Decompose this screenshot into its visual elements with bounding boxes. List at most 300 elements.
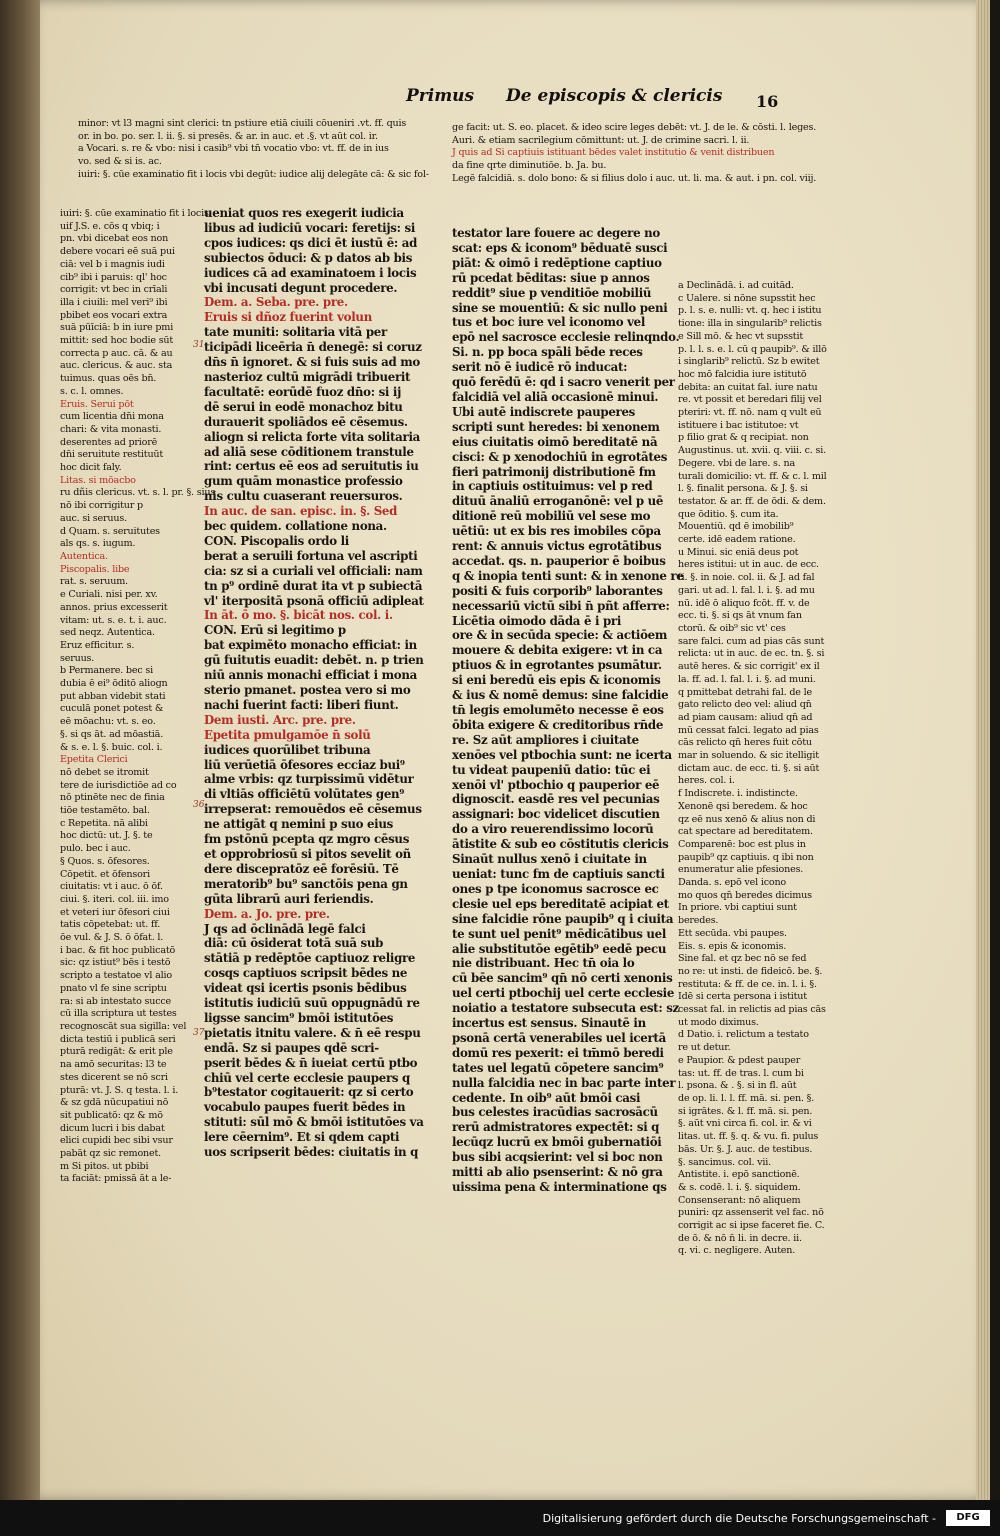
text-line: sic: qz istiut⁹ bēs i testō [60,957,171,969]
text-line: puniri: qz assenserit vel fac. nō [678,1207,824,1219]
text-line: CON. Erū si legitimo p [204,623,346,638]
text-line: uos scripserit bēdes: ciuitatis in q [204,1145,419,1160]
text-line: Ett secūda. vbi paupes. [678,927,787,939]
text-line: cessat fal. in relictis ad pias cās [678,1004,826,1016]
text-line: ciuitatis: vt i auc. ō ōf. [60,881,163,893]
text-line: nō ibi corrigitur p [60,500,143,512]
text-line: pulo. bec i auc. [60,843,131,855]
text-line: iudices cā ad examinatoem i locis [204,265,417,280]
text-line: or. in bo. po. ser. l. ii. §. si presēs. & ar. in auc. et .§. vt aūt col. ir. [78,130,378,142]
text-line: na amō securitas: l3 te [60,1059,167,1071]
text-line: q & inopia tenti sunt: & in xenone re [452,568,684,583]
text-line: si eni beredū eis epis & iconomis [452,673,661,688]
text-line: clesie uel eps bereditatē acipiat et [452,896,669,911]
text-line: dictam auc. de ecc. ti. §. si aūt [678,762,820,774]
text-line: Auri. & etiam sacrilegium cōmittunt: ut. J. de crimine sacri. l. ii. [452,134,750,146]
text-line: corrigit ac si ipse faceret fie. C. [678,1220,825,1232]
text-line: p. l. s. e. nulli: vt. q. hec i istitu [678,305,822,317]
text-line: tn p⁹ ordinē durat ita vt p subiectā [204,578,423,593]
text-line: relicta: ut in auc. de ec. tn. §. si [678,648,825,660]
text-line: videat qsi icertis psonis bēdibus [204,981,407,996]
text-line: falcidiā vel aliā occasionē minui. [452,389,659,404]
text-line: s. c. l. omnes. [60,385,124,397]
text-line: a Vocari. s. re & vbo: nisi i casib⁹ vbi tn̄ vocatio vbo: vt. ff. de in ius [78,143,389,155]
text-line: § Quos. s. ōfesores. [60,855,150,867]
text-line: In auc. de san. episc. in. §. Sed [204,504,398,519]
text-line: Antistite. i. epō sanctionē. [678,1169,800,1181]
text-line: uissima pena & interminatione qs [452,1180,667,1194]
text-line: rū pcedat bēditas: siue p annos [452,270,650,285]
text-line: scripto a testatoe vl alio [60,970,172,982]
text-line: heres istitui: ut in auc. de ecc. [678,559,819,571]
text-line: rerū admistratores expectēt: si q [452,1120,660,1135]
text-line: illa i ciuili: mel veri⁹ ibi [60,296,168,308]
text-line: bat expimēto monacho efficiat: in [204,638,417,653]
text-line: alie substitutōe egētib⁹ eedē pecu [452,941,667,956]
text-line: gū fuitutis euadit: debēt. n. p trien [204,653,424,668]
text-line: a Declinādā. i. ad cuitād. [678,280,794,291]
text-line: vbi incusati degunt procedere. [204,280,398,295]
text-line: deserentes ad priorē [60,436,158,448]
text-line: certe. idē eadem ratione. [678,534,796,546]
text-line: uel certi ptbochij uel certe ecclesie [452,986,675,1001]
text-line: iuiri: §. cūe examinatio fit i locis [60,208,209,219]
text-line: tas: ut. ff. de tras. l. cum bi [678,1067,804,1079]
text-line: In āt. ō mo. §. bicāt nos. col. i. [204,608,393,623]
page-edges [976,0,990,1500]
text-line: tere de iurisdictiōe ad co [60,779,177,791]
text-line: xenōes vel ptbochia sunt: ne icerta [452,747,672,762]
text-line: rent: & annuis victus egrotātibus [452,539,662,554]
text-line: cū illa scriptura ut testes [60,1008,177,1020]
text-line: Cōpetit. et ōfensori [60,868,150,880]
text-line: q pmittebat detrahi fal. de le [678,686,812,698]
text-line: subiectos ōduci: & p datos ab bis [204,250,413,265]
text-line: e Curiali. nisi per. xv. [60,589,158,601]
text-line: autē heres. & sic corrigit' ex il [678,661,820,673]
text-line: Licētia oimodo dāda ē i pri [452,613,622,628]
text-line: iuiri: §. cūe examinatio fit i locis vbi degūt: iudice alij delegāte cā: & sic fol- [78,168,429,180]
text-line: tuimus. quas oēs bn̄. [60,373,157,385]
text-line: heres. col. i. [678,775,735,787]
text-line: hoc dicit faly. [60,462,122,474]
text-line: nō debet se itromit [60,766,149,778]
text-line: ueniat: tunc fm de captiuis sancti [452,866,665,881]
text-line: d Quam. s. seruitutes [60,525,160,537]
text-line: i bac. & fit hoc publicatō [60,944,176,956]
text-line: sine se mouentiū: & sic nullo peni [452,300,668,315]
text-line: & ius & nomē demus: sine falcidie [452,688,669,703]
text-line: ti. §. in noie. col. ii. & J. ad fal [678,572,815,584]
text-line: l. psona. & . §. si in fl. aūt [678,1080,797,1092]
text-line: bec quidem. collatione nona. [204,519,387,534]
text-line: uif J.S. e. cōs q vbiq; i [60,220,160,232]
text-line: e Paupior. & pdest pauper [678,1054,801,1066]
text-line: debita: an cuitat fal. iure natu [678,381,818,393]
text-line: eē mōachu: vt. s. eo. [60,716,156,728]
text-line: dn̄i seruitute restituūt [60,449,164,461]
text-line: Mouentiū. qd ē imobilib⁹ [678,521,794,533]
text-line: ueniat quos res exegerit iudicia [204,206,404,220]
text-line: correcta p auc. cā. & au [60,347,173,359]
text-line: & s. codē. l. i. §. siquidem. [678,1181,801,1193]
text-line: cuculā ponet potest & [60,703,164,715]
text-line: quō ferēdū ē: qd i sacro venerit per [452,375,675,390]
text-line: mouere & debita exigere: vt in ca [452,643,663,658]
text-line: nasterioz cultū migrādi tribuerit [204,369,411,384]
text-line: testator. & ar. ff. de ōdi. & dem. [678,495,826,507]
text-line: scripti sunt heredes: bi xenonem [452,419,660,434]
margin-note: 31 [193,340,205,350]
text-line: libus ad iudiciū vocari: feretijs: si [204,220,416,235]
gloss-top-block [78,118,429,208]
text-line: alme vrbis: qz turpissimū vidētur [204,772,414,787]
text-line: gum quām monastice professio [204,474,403,489]
main-text-column-2 [452,226,684,1311]
text-line: ones p tpe iconomus sacrosce ec [452,881,659,896]
text-line: cib⁹ ibi i paruis: ql' hoc [60,271,167,283]
text-line: litas. ut. ff. §. q. & vu. fi. pulus [678,1131,819,1143]
text-line: ligsse sancim⁹ bmōi istitutōes [204,1010,394,1025]
text-line: paupib⁹ qz captiuis. q ibi non [678,851,814,863]
text-line: ptiuos & in egrotantes psumātur. [452,658,662,673]
text-line: re. vt possit et beredari filij vel [678,394,822,406]
text-line: ōe vul. & J. S. ō ōfat. l. [60,932,164,944]
text-line: ciui. §. iteri. col. iii. imo [60,893,169,905]
text-line: bās. Ur. §. J. auc. de testibus. [678,1143,813,1155]
text-line: tates uel legatū cōpetere sancim⁹ [452,1060,664,1075]
text-line: §. sancimus. col. vii. [678,1156,771,1168]
text-line: vo. sed & si is. ac. [78,156,162,168]
text-line: sine falcidie rōne paupib⁹ q i ciuita [452,911,674,926]
folio-number: 16 [756,92,779,111]
text-line: sed neqz. Autentica. [60,627,155,639]
text-line: Idē si certa persona i istitut [678,991,807,1003]
text-line: cpos iudices: qs dici ēt iustū ē: ad [204,235,418,250]
text-line: ctorū. & oib⁹ sic vt' ces [678,622,786,634]
text-line: chiū vel certe ecclesie paupers q [204,1070,410,1085]
text-line: niū annis monachi efficiat i mona [204,668,417,683]
text-line: di vltiās officiētū volūtates gen⁹ [204,787,405,802]
text-line: ōbita exigere & creditoribus rn̄de [452,717,664,732]
text-line: stātiā p redēptōe captiuoz religre [204,951,416,966]
text-line: pteriri: vt. ff. nō. nam q vult eū [678,407,822,419]
text-line: dignoscit. easdē res vel pecunias [452,792,660,807]
text-line: scat: eps & iconom⁹ bēduatē susci [452,240,668,255]
text-line: que ōditio. §. cum ita. [678,508,779,520]
text-line: e Sill mō. & hec vt supsstit [678,330,803,342]
text-line: bus sibi acqsierint: vel si boc non [452,1150,663,1165]
text-line: chari: & vita monasti. [60,423,162,435]
text-line: Dem iusti. Arc. pre. pre. [204,712,356,727]
text-line: Eruis si dñoz fuerint volun [204,310,372,325]
text-line: accedat. qs. n. pauperior ē boibus [452,553,666,568]
text-line: corrigit: vt bec in crīali [60,284,168,296]
text-line: dē serui in eodē monachoz bitu [204,399,403,414]
text-line: l. §. finalit persona. & J. §. si [678,483,808,495]
text-line: domū res pexerit: ei tm̄mō beredi [452,1045,664,1060]
text-line: stituti: sūl mō & bmōi istitutōes va [204,1115,424,1130]
text-line: d Datio. i. relictum a testato [678,1029,809,1041]
text-line: nū. idē ō aliquo fcōt. ff. v. de [678,597,810,609]
text-line: la. ff. ad. l. fal. l. i. §. ad muni. [678,673,816,685]
text-line: positi & fuis corporib⁹ laborantes [452,583,663,598]
text-line: no re: ut insti. de fideicō. be. §. [678,965,823,977]
text-line: ut modo diximus. [678,1016,759,1028]
text-line: dicta testiū i publicā seri [60,1033,176,1045]
text-line: ad aliā sese cōditionem transtule [204,444,414,459]
text-line: da fine qrte diminutiōe. b. Ja. bu. [452,160,607,172]
text-line: pserit bēdes & n̄ iueiat certū ptbo [204,1055,418,1070]
text-line: bus celestes iracūdias sacrosācū [452,1105,658,1120]
text-line: gato relicto deo vel: aliud qn̄ [678,699,812,711]
text-line: auc. si seruus. [60,512,127,524]
text-line: dn̄s n̄ ignoret. & si fuis suis ad mo [204,355,420,370]
text-line: facultatē: eorūdē fuoz dn̄o: si ij [204,384,402,399]
margin-note: 37 [193,1028,205,1038]
text-line: Epetita Clerici [60,754,128,766]
text-line: p. l. l. s. e. l. cū q paupib⁹. & illō [678,343,827,355]
text-line: incertus est sensus. Sinautē in [452,1016,646,1031]
text-line: ditionē reū mobiliū vel sese mo [452,509,651,524]
text-line: §. si qs āt. ad mōastiā. [60,728,164,740]
text-line: put abban videbit stati [60,690,166,702]
text-line: pabāt qz sic remonet. [60,1148,161,1160]
text-line: turali domicilio: vt. ff. & c. l. mil [678,470,827,482]
text-line: ore & in secūda specie: & actiōem [452,628,668,643]
text-line: Dem. a. Seba. pre. pre. [204,295,348,310]
digitization-footer [0,1500,1000,1536]
text-line: necessariū victū sibi n̄ pñt afferre: [452,598,670,613]
text-line: cum licentia dn̄i mona [60,411,164,423]
text-line: et opprobriosū si pitos sevelit oñ [204,846,411,861]
text-line: annos. prius excesserit [60,601,168,613]
text-line: c Repetita. nā alibi [60,817,148,829]
text-line: pturā redigāt: & erit ple [60,1046,173,1058]
text-line: Consenserant: nō aliquem [678,1194,801,1206]
text-line: pnato vl fe sine scriptu [60,982,167,994]
text-line: ticipādi liceēria n̄ denegē: si coruz [204,340,422,355]
text-line: nulla falcidia nec in bac parte inter [452,1075,676,1090]
text-line: serit nō ē iudicē rō inducat: [452,360,628,375]
text-line: ru dñis clericus. vt. s. l. pr. §. sius [60,487,216,499]
text-line: Sine fal. et qz bec nō se fed [678,953,807,965]
text-line: dere discepratōz eē forēsiū. Tē [204,861,399,876]
text-line: b Permanere. bec si [60,665,153,677]
text-line: p filio grat & q recipiat. non [678,432,809,444]
text-line: de op. li. l. l. ff. mā. si. pen. §. [678,1093,815,1104]
text-line: cia: sz si a curiali vel officiali: nam [204,563,423,578]
text-line: aliogn si relicta forte vita solitaria [204,429,420,444]
text-line: Piscopalis. libe [60,563,130,575]
text-line: mar in soluendo. & sic itelligit [678,750,819,762]
text-line: si igrātes. & l. ff. mā. si. pen. [678,1105,813,1117]
text-line: liū verūetiā ōfesores ecciaz bui⁹ [204,757,405,772]
text-line: tatis cōpetebat: ut. ff. [60,919,161,931]
text-line: c Ualere. si nōne supsstit hec [678,292,816,304]
text-line: istituere i bac istitutoe: vt [678,419,799,431]
text-line: §. aūt vni circa fi. col. ir. & vi [678,1118,812,1130]
text-line: Eruz efficitur. s. [60,639,135,651]
text-line: nis cultu cuaserant reuersuros. [204,489,403,504]
text-line: cās relicto qn̄ heres fuit cōtu [678,737,812,749]
text-line: epō nel sacrosce ecclesie relinqndo. [452,330,680,345]
text-line: dicum lucri i bis dabat [60,1122,165,1134]
text-line: irrepserat: remouēdos eē cēsemus [204,802,422,817]
text-line: Ubi autē indiscrete pauperes [452,404,635,419]
text-line: f Indiscrete. i. indistincte. [678,788,798,800]
text-line: de ō. & nō n̄ li. in decre. ii. [678,1232,802,1244]
text-line: tiōe testamēto. bal. [60,805,150,817]
text-line: Litas. si mōacbo [60,474,136,486]
footer-credit: Digitalisierung gefördert durch die Deutsche Forschungsgemeinschaft - [542,1512,936,1525]
text-line: CON. Piscopalis ordo li [204,533,349,548]
text-line: Comparenē: boc est plus in [678,838,806,850]
text-line: durauerit spoliādos eē cēsemus. [204,414,408,429]
text-line: uētiū: ut ex bis res imobiles cōpa [452,524,661,539]
text-line: hoc mō falcidia iure istitutō [678,368,807,380]
text-line: seruus. [60,652,95,664]
text-line: Degere. vbi de lare. s. na [678,457,795,469]
text-line: tn̄ legis emolumēto necesse ē eos [452,703,664,717]
text-line: mū cessat falci. legato ad pias [678,724,819,736]
text-line: restituta: & ff. de ce. in. l. i. §. [678,978,817,990]
text-line: Sinaūt nullus xenō i ciuitate in [452,852,647,867]
gloss-middle-top-block [452,122,842,242]
text-line: Epetita pmulgamōe n̄ solū [204,727,371,742]
text-line: beredes. [678,915,719,927]
text-line: re. Sz aūt ampliores i ciuitate [452,732,639,747]
text-line: cisci: & p xenodochiū in egrotātes [452,449,668,464]
text-line: cedente. In oib⁹ aūt bmōi casi [452,1090,641,1105]
text-line: ad piam causam: aliud qn̄ ad [678,711,813,723]
facing-page-edge [0,0,40,1500]
text-line: do a viro reuerendissimo locorū [452,822,654,837]
text-line: pietatis itnitu valere. & n̄ eē respu [204,1025,421,1040]
text-line: eius ciuitatis oimō bereditatē nā [452,434,658,449]
text-line: vocabulo paupes fuerit bēdes in [204,1100,406,1115]
text-line: re ut detur. [678,1042,731,1054]
text-line: nie distribuant. Hec tn̄ oia lo [452,956,635,971]
text-line: elici cupidi bec sibi vsur [60,1135,173,1147]
text-line: pbibet eos vocari extra [60,309,168,321]
text-line: et veteri iur ōfesori ciui [60,906,170,918]
text-line: nachi fuerint facti: liberi fiunt. [204,697,399,712]
text-line: i singlarib⁹ relictū. Sz b ewitet [678,356,820,368]
text-line: ecc. ti. §. si qs āt vnum fan [678,610,802,622]
text-line: reddit⁹ siue p venditiōe mobiliū [452,285,652,300]
text-line: debere vocari eē suā pui [60,246,175,258]
text-line: mo quos qn̄ beredes dicimus [678,889,812,901]
text-line: Autentica. [60,550,108,562]
text-line: ta faciāt: pmissā āt a le- [60,1173,172,1185]
header-left: Primus [406,86,475,106]
text-line: Augustinus. ut. xvii. q. viii. c. si. [678,445,826,457]
text-line: diā: cū ōsiderat totā suā sub [204,936,384,951]
text-line: fieri patrimonij distributionē fm [452,464,656,479]
text-line: sterio pmanet. postea vero si mo [204,683,411,697]
text-line: meratorib⁹ bu⁹ sanctōis pena gn [204,876,408,891]
text-line: dituū ānaliū erroganōnē: vel p uē [452,494,664,509]
text-line: nō ptinēte nec de finia [60,792,165,804]
text-line: rint: certus eē eos ad seruitutis iu [204,459,419,474]
text-line: lecūqz lucrū ex bmōi gubernatiōi [452,1135,662,1150]
text-line: cū bēe sancim⁹ qn̄ nō certi xenonis [452,971,673,986]
text-line: testator lare fouere ac degere no [452,226,660,240]
text-line: Eruis. Serui pōt [60,398,134,410]
text-line: rat. s. seruum. [60,576,128,588]
text-line: auc. clericus. & auc. sta [60,360,173,372]
text-line: noiatio a testatore subsecuta est: sz [452,1001,679,1016]
text-line: ātistite & sub eo cōstitutis clericis [452,837,669,852]
main-text-column-1 [204,206,424,1291]
text-line: tus et boc iure vel iconomo vel [452,315,646,330]
text-line: tione: illa in singularib⁹ relictis [678,318,822,330]
text-line: sare falci. cum ad pias cās sunt [678,635,825,647]
text-line: psonā certā venerabiles uel icertā [452,1030,666,1045]
text-line: ra: si ab intestato succe [60,995,172,1007]
text-line: dubia ē ei⁹ ōditō aliogn [60,678,168,690]
text-line: xenōi vl' ptbochio q pauperior eē [452,777,660,792]
text-line: q. vi. c. negligere. Auten. [678,1245,796,1257]
text-line: istitutis iudiciū suū oppugnādū re [204,996,420,1011]
text-line: mitti ab alio psenserint: & nō gra [452,1165,663,1180]
text-line: m Si pitos. ut pbibi [60,1160,149,1172]
text-line: & s. e. l. §. buic. col. i. [60,741,163,753]
text-line: pturā: vt. J. S. q testa. l. i. [60,1084,179,1096]
text-line: mittit: sed hoc bodie sūt [60,335,174,347]
text-line: Eis. s. epis & iconomis. [678,940,787,952]
text-line: hoc dictū: ut. J. §. te [60,830,153,842]
text-line: ge facit: ut. S. eo. placet. & ideo scire leges debēt: vt. J. de le. & cōsti. l. leges. [452,122,817,133]
text-line: te sunt uel penit⁹ mēdicātibus uel [452,926,667,941]
text-line: minor: vt l3 magni sint clerici: tn pstiure etiā ciuili cōueniri .vt. ff. quis [78,118,407,129]
margin-note: 36 [193,800,205,810]
text-line: gari. ut ad. l. fal. l. i. §. ad mu [678,584,815,596]
header-right: De episcopis & clericis [506,86,723,106]
text-line: Danda. s. epō vel icono [678,877,787,889]
text-line: Legē falcidiā. s. dolo bono: & si filius dolo i auc. ut. li. ma. & aut. i pn. col. viij. [452,172,817,184]
text-line: ciā: vel b i magnis iudi [60,258,165,270]
text-line: vl' iterpositā psonā officiū adipleat [204,593,424,608]
text-line: piāt: & oimō i redēptione captiuo [452,255,662,270]
text-line: pn. vbi dicebat eos non [60,233,169,245]
text-line: recognoscāt sua sigilla: vel [60,1021,187,1032]
text-line: sit publicatō: qz & mō [60,1109,163,1121]
text-line: endā. Sz si paupes qdē scri- [204,1040,379,1055]
text-line: b⁹testator cogitauerit: qz si certo [204,1085,414,1100]
text-line: cosqs captiuos scripsit bēdes ne [204,966,408,981]
text-line: J quis ad Si captiuis istituant bēdes valet institutio & venit distribuen [452,147,775,159]
text-line: stes dicerent se nō scri [60,1071,168,1083]
text-line: Si. n. pp boca spāli bēde reces [452,345,643,360]
text-line: Dem. a. Jo. pre. pre. [204,906,330,921]
text-line: gūta librarū auri feriendis. [204,891,374,906]
text-line: u Minui. sic eniā deus pot [678,546,799,558]
text-line: In priore. vbi captiui sunt [678,902,797,914]
text-line: lere cēernim⁹. Et si qdem capti [204,1130,400,1145]
text-line: als qs. s. iugum. [60,538,136,550]
text-line: iudices quorūlibet tribuna [204,742,371,757]
text-line: tu videat paupeniū datio: tūc ei [452,762,651,777]
text-line: Xenonē qsi beredem. & hoc [678,800,808,812]
text-line: in captiuis ostituimus: vel p red [452,479,653,494]
text-line: cat spectare ad bereditatem. [678,826,813,838]
text-line: fm pstōnū pcepta qz mgro cēsus [204,832,410,847]
text-line: qz eē nus xenō & alius non di [678,813,816,825]
text-line: enumeratur alie pfesiones. [678,864,804,876]
gloss-right-column [678,280,846,1370]
